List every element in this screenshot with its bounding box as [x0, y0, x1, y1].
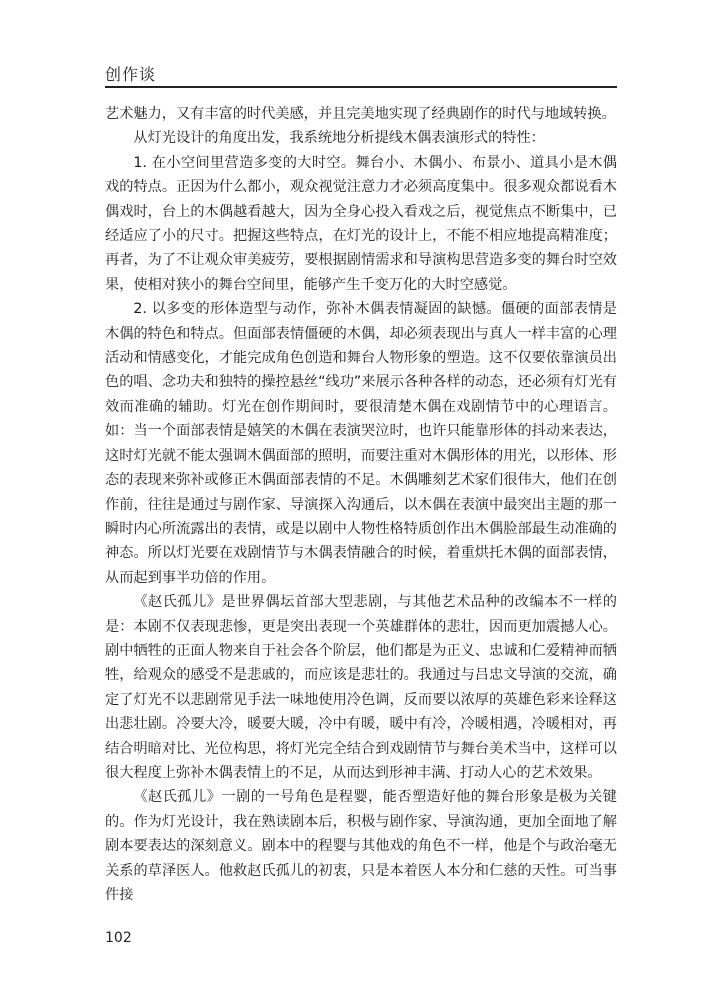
running-header-title: 创作谈	[105, 65, 157, 84]
paragraph-point-2: 2. 以多变的形体造型与动作，弥补木偶表情凝固的缺憾。僵硬的面部表情是木偶的特色和特点。但面部表情僵硬的木偶，却必须表现出与真人一样丰富的心理活动和情感变化，才能完成角色创造和舞台人物形象的塑造。这不仅要依靠演员出色的唱、念功夫和独特的操控悬丝“线功”来展示各种各样的动态，还必须有灯光有效而准确的辅助。灯光在创作期间时，要很清楚木偶在戏剧情节中的心理语言。如：当一个面部表情是嬉笑的木偶在表演哭泣时，也许只能靠形体的抖动来表达，这时灯光就不能太强调木偶面部的照明，而要注重对木偶形体的用光，以形体、形态的表现来弥补或修正木偶面部表情的不足。木偶雕刻艺术家们很伟大，他们在创作前，往往是通过与剧作家、导演探入沟通后，以木偶在表演中最突出主题的那一瞬时内心所流露出的表情，或是以剧中人物性格特质创作出木偶脸部最生动准确的神态。所以灯光要在戏剧情节与木偶表情融合的时候，着重烘托木偶的面部表情，从而起到事半功倍的作用。	[105, 301, 617, 586]
article-body	[105, 102, 617, 907]
paragraph-cheng-ying: 《赵氏孤儿》一剧的一号角色是程婴，能否塑造好他的舞台形象是极为关键的。作为灯光设计，我在熟读剧本后，积极与剧作家、导演沟通，更加全面地了解剧本要表达的深刻意义。剧本中的程婴与其他戏的角色不一样，他是个与政治毫无关系的草泽医人。他救赵氏孤儿的初衷，只是本着医人本分和仁慈的天性。可当事件接	[105, 789, 617, 903]
header-divider	[105, 86, 617, 88]
paragraph-tragedy: 《赵氏孤儿》是世界偶坛首部大型悲剧，与其他艺术品种的改编本不一样的是：本剧不仅表现悲惨，更是突出表现一个英雄群体的悲壮，因而更加震撼人心。剧中牺牲的正面人物来自于社会各个阶层，他们都是为正义、忠诚和仁爱精神而牺牲，给观众的感受不是悲戚的，而应该是悲壮的。我通过与吕忠文导演的交流，确定了灯光不以悲剧常见手法一味地使用冷色调，反而要以浓厚的英雄色彩来诠释这出悲壮剧。冷要大冷，暖要大暖，冷中有暖，暖中有冷，冷暖相遇，冷暖相对，再结合明暗对比、光位构思，将灯光完全结合到戏剧情节与舞台美术当中，这样可以很大程度上弥补木偶表情上的不足，从而达到形神丰满、打动人心的艺术效果。	[105, 594, 617, 781]
page-number: 102	[105, 930, 132, 946]
paragraph-point-1: 1. 在小空间里营造多变的大时空。舞台小、木偶小、布景小、道具小是木偶戏的特点。正因为什么都小，观众视觉注意力才必须高度集中。很多观众都说看木偶戏时，台上的木偶越看越大，因为全身心投入看戏之后，视觉焦点不断集中，已经适应了小的尺寸。把握这些特点，在灯光的设计上，不能不相应地提高精准度；再者，为了不让观众审美疲劳，要根据剧情需求和导演构思营造多变的舞台时空效果，使相对狭小的舞台空间里，能够产生千变万化的大时空感觉。	[105, 154, 617, 293]
paragraph-intro: 从灯光设计的角度出发，我系统地分析提线木偶表演形式的特性：	[133, 130, 545, 147]
paragraph-continuation: 艺术魅力，又有丰富的时代美感，并且完美地实现了经典剧作的时代与地域转换。	[105, 106, 616, 122]
